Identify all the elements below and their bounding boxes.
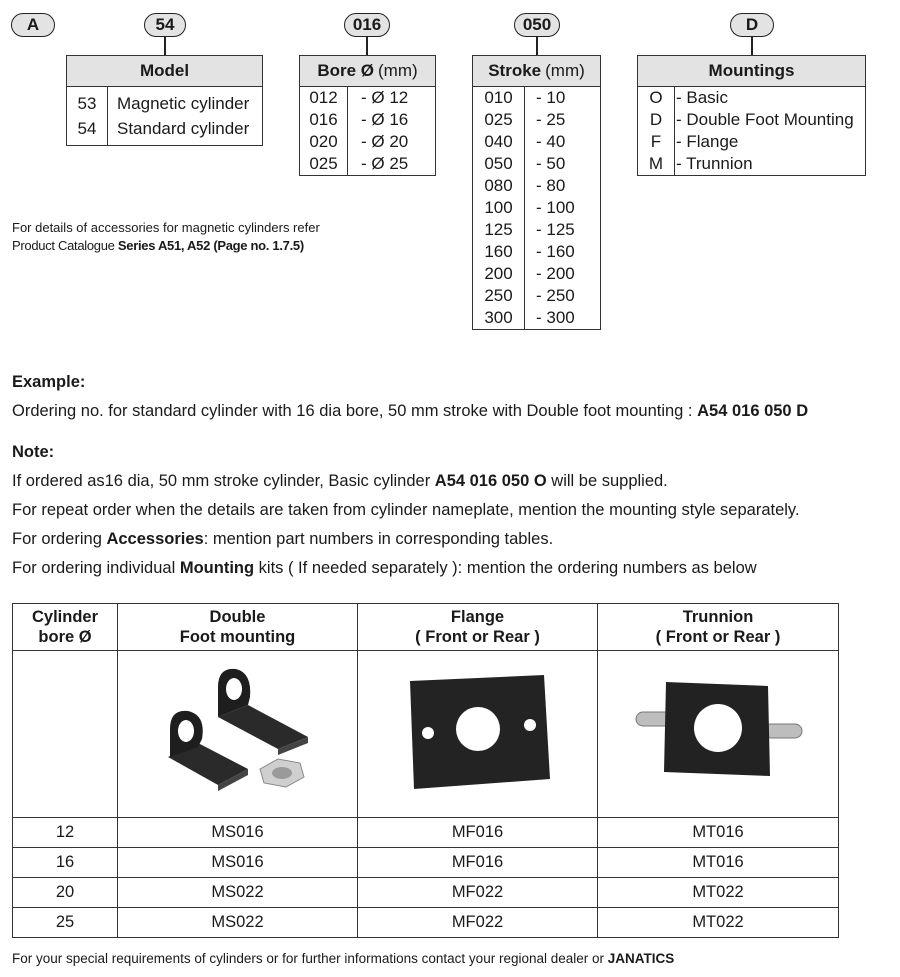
mounting-row: O - Basic <box>649 88 728 107</box>
header-bore: Cylinder bore Ø <box>13 604 118 651</box>
foot-mounting-image-cell <box>118 651 358 818</box>
bore-code-oval <box>344 13 390 37</box>
stroke-row: 040 - 40 <box>484 132 566 151</box>
header-trunnion: Trunnion ( Front or Rear ) <box>598 604 839 651</box>
bore-connector <box>366 37 368 55</box>
series-code-oval <box>11 13 55 37</box>
accessory-note <box>12 219 372 255</box>
bore-row: 025 - Ø 25 <box>309 154 409 173</box>
note-line2: For repeat order when the details are taken from cylinder nameplate, mention the mounting style separately. <box>12 501 800 519</box>
brand-name: JANATICS <box>607 951 675 966</box>
mounting-kits-table <box>12 603 839 938</box>
stroke-table <box>472 55 601 330</box>
mounting-kits-row: 16 MS016 MF016 MT016 <box>13 848 839 878</box>
header-flange: Flange ( Front or Rear ) <box>358 604 598 651</box>
mounting-kits-row: 25 MS022 MF022 MT022 <box>13 908 839 938</box>
mounting-kits-row: 20 MS022 MF022 MT022 <box>13 878 839 908</box>
model-row: 53 Magnetic cylinder <box>77 94 250 113</box>
stroke-row: 300 - 300 <box>484 308 575 327</box>
trunnion-image <box>628 672 808 792</box>
note-heading: Note: <box>12 443 55 461</box>
model-connector <box>164 37 166 55</box>
example-code: A54 016 050 D <box>697 402 809 420</box>
mounting-kits-header-row <box>13 604 839 651</box>
bore-row: 020 - Ø 20 <box>309 132 409 151</box>
mountings-table <box>637 55 866 176</box>
footer-note: For your special requirements of cylinders or for further informations contact your regional dealer or JANATICS <box>12 951 675 966</box>
stroke-row: 080 - 80 <box>484 176 566 195</box>
stroke-row: 200 - 200 <box>484 264 575 283</box>
mounting-code-oval <box>730 13 774 37</box>
note-line1: If ordered as16 dia, 50 mm stroke cylinder, Basic cylinder A54 016 050 O will be supplied. <box>12 472 668 490</box>
mounting-kits-row: 12 MS016 MF016 MT016 <box>13 818 839 848</box>
stroke-row: 125 - 125 <box>484 220 575 239</box>
accessory-note-line1: For details of accessories for magnetic cylinders refer <box>12 220 320 235</box>
flange-image <box>398 667 558 797</box>
header-foot: Double Foot mounting <box>118 604 358 651</box>
note-line3: For ordering Accessories: mention part numbers in corresponding tables. <box>12 530 554 548</box>
model-code: 54 <box>155 15 175 34</box>
mounting-code: D <box>745 15 759 34</box>
flange-image-cell <box>358 651 598 818</box>
trunnion-image-cell <box>598 651 839 818</box>
stroke-row: 160 - 160 <box>484 242 575 261</box>
mounting-kits-image-row <box>13 651 839 818</box>
bore-table-title: Bore Ø (mm) <box>300 56 435 87</box>
mounting-row: D - Double Foot Mounting <box>649 110 854 129</box>
accessory-note-line2: Product Catalogue Series A51, A52 (Page no. 1.7.5) <box>12 238 304 253</box>
stroke-row: 025 - 25 <box>484 110 566 129</box>
series-code: A <box>26 15 40 34</box>
stroke-row: 100 - 100 <box>484 198 575 217</box>
model-table-title: Model <box>67 56 262 87</box>
mounting-row: F - Flange <box>650 132 739 151</box>
mountings-table-title: Mountings <box>638 56 865 87</box>
bore-row: 012 - Ø 12 <box>309 88 409 107</box>
stroke-code-oval <box>514 13 560 37</box>
bore-row: 016 - Ø 16 <box>309 110 409 129</box>
model-row: 54 Standard cylinder <box>77 119 250 138</box>
stroke-row: 250 - 250 <box>484 286 575 305</box>
example-text: Ordering no. for standard cylinder with 16 dia bore, 50 mm stroke with Double foot mounting : A54 016 050 D <box>12 402 809 420</box>
model-table <box>66 55 263 146</box>
stroke-connector <box>536 37 538 55</box>
mounting-row: M - Trunnion <box>648 154 753 173</box>
example-heading: Example: <box>12 373 86 391</box>
stroke-code: 050 <box>522 15 552 34</box>
bore-code: 016 <box>352 15 382 34</box>
stroke-row: 050 - 50 <box>484 154 566 173</box>
model-code-oval <box>144 13 186 37</box>
note-line4: For ordering individual Mounting kits ( If needed separately ): mention the ordering numbers as below <box>12 559 757 577</box>
stroke-row: 010 - 10 <box>484 88 566 107</box>
foot-mounting-image <box>148 657 328 807</box>
mounting-connector <box>751 37 753 55</box>
stroke-table-title: Stroke (mm) <box>473 56 600 87</box>
empty-image-cell <box>13 651 118 818</box>
bore-table <box>299 55 436 176</box>
